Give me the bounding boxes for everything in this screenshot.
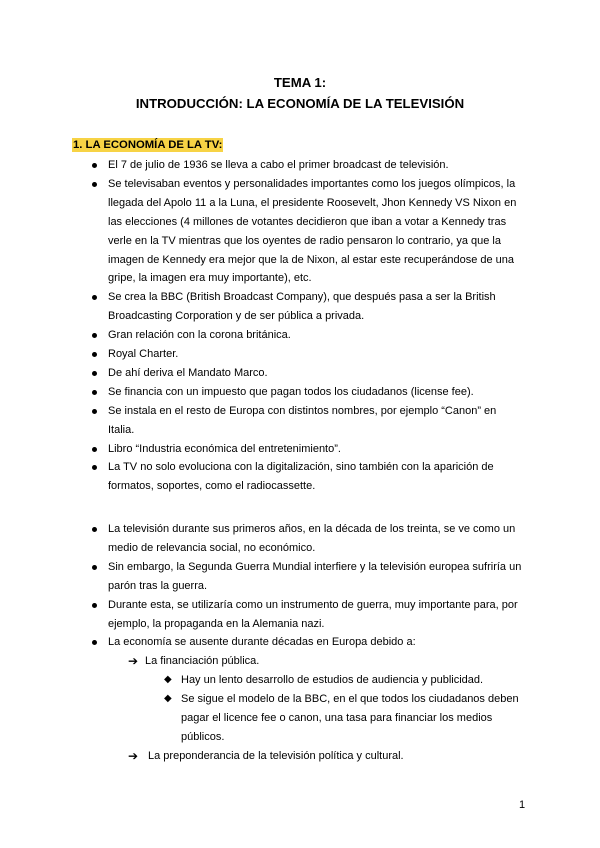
bullet-text: Sin embargo, la Segunda Guerra Mundial interfiere y la televisión europea sufriría un [108, 560, 522, 573]
bullet-icon [92, 409, 97, 414]
bullet-text: La TV no solo evoluciona con la digitalización, sino también con la aparición de [108, 461, 494, 474]
bullet-text: Se instala en el resto de Europa con distintos nombres, por ejemplo “Canon” en [108, 404, 497, 417]
bullet-icon [92, 640, 97, 645]
bullet-text: parón tras la guerra. [108, 579, 208, 592]
bullet-icon [92, 603, 97, 608]
document-title-line2: INTRODUCCIÓN: LA ECONOMÍA DE LA TELEVISIÓN [135, 96, 465, 111]
diamond-bullet-icon: ◆ [164, 693, 172, 705]
bullet-text: Se financia con un impuesto que pagan todos los ciudadanos (license fee). [108, 385, 474, 398]
section-heading: 1. LA ECONOMÍA DE LA TV: [73, 139, 223, 151]
bullet-icon [92, 295, 97, 300]
bullet-text: La economía se ausente durante décadas en Europa debido a: [108, 636, 416, 649]
bullet-icon [92, 465, 97, 470]
document-title-line1: TEMA 1: [273, 75, 327, 90]
bullet-text: verle en la TV mientras que los oyentes de radio pensaron lo contrario, ya que la [108, 234, 501, 247]
bullet-icon [92, 447, 97, 452]
bullet-icon [92, 333, 97, 338]
bullet-text: La televisión durante sus primeros años, en la década de los treinta, se ve como un [108, 523, 516, 535]
bullet-icon [92, 352, 97, 357]
bullet-icon [92, 390, 97, 395]
bullet-icon [92, 163, 97, 168]
bullet-text: Se televisaban eventos y personalidades importantes como los juegos olímpicos, la [108, 177, 516, 190]
page-number: 1 [519, 799, 526, 811]
bullet-text: las elecciones (4 millones de votantes decidieron que iban a votar a Kennedy tras [108, 215, 507, 228]
bullet-text: El 7 de julio de 1936 se lleva a cabo el primer broadcast de televisión. [108, 159, 449, 171]
bullet-text: medio de relevancia social, no económico. [108, 541, 316, 554]
bullet-icon [92, 182, 97, 187]
bullet-text: llegada del Apolo 11 a la Luna, el presidente Roosevelt, Jhon Kennedy VS Nixon en [108, 196, 517, 209]
bullet-text: formatos, soportes, como el radiocassette. [108, 480, 316, 493]
arrow-bullet-icon: ➔ [128, 654, 139, 669]
bullet-text: Libro “Industria económica del entretenimiento”. [108, 442, 341, 455]
sub-sub-item-text: públicos. [181, 730, 225, 743]
bullet-text: Royal Charter. [108, 348, 179, 360]
bullet-text: gripe, la imagen era muy importante), etc. [108, 272, 312, 285]
bullet-text: Gran relación con la corona británica. [108, 329, 291, 342]
sub-item-text: La preponderancia de la televisión política y cultural. [148, 749, 404, 762]
bullet-text: De ahí deriva el Mandato Marco. [108, 366, 268, 379]
diamond-bullet-icon: ◆ [164, 674, 172, 686]
bullet-text: imagen de Kennedy era mejor que la de Nixon, al estar este recuperándose de una [108, 253, 515, 266]
bullet-text: Italia. [108, 423, 135, 436]
bullet-text: Durante esta, se utilizaría como un instrumento de guerra, muy importante para, por [108, 598, 518, 611]
bullet-icon [92, 565, 97, 570]
sub-sub-item-text: Se sigue el modelo de la BBC, en el que todos los ciudadanos deben [181, 693, 519, 706]
sub-sub-item-text: pagar el licence fee o canon, una tasa para financiar los medios [181, 712, 493, 724]
bullet-text: Se crea la BBC (British Broadcast Company), que después pasa a ser la British [108, 291, 496, 304]
sub-sub-item-text: Hay un lento desarrollo de estudios de audiencia y publicidad. [181, 674, 484, 687]
bullet-icon [92, 527, 97, 532]
arrow-bullet-icon: ➔ [128, 748, 139, 763]
bullet-icon [92, 371, 97, 376]
bullet-text: ejemplo, la propaganda en la Alemania nazi. [108, 617, 325, 630]
bullet-text: Broadcasting Corporation y de ser pública a privada. [108, 310, 365, 323]
sub-item-text: La financiación pública. [145, 655, 260, 668]
